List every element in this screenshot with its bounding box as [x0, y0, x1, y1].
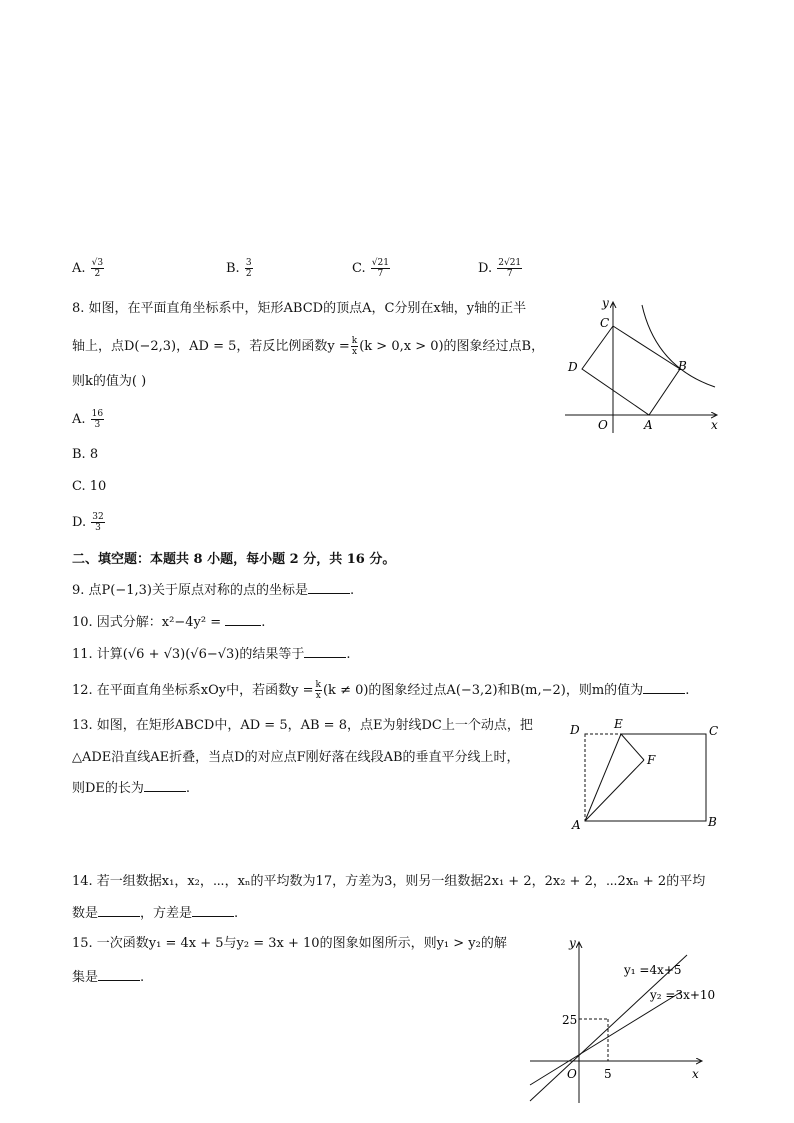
- q8-rectangle: [582, 326, 680, 415]
- q14-line2: 数是 ，方差是 .: [72, 906, 239, 921]
- q11-blank[interactable]: [304, 645, 346, 658]
- q15-label-x: x: [692, 1067, 699, 1081]
- q15-label-25: 25: [562, 1013, 578, 1027]
- q8-option-c: C. 10: [72, 479, 107, 494]
- q15-blank[interactable]: [98, 968, 140, 981]
- q10: 10. 因式分解：x²−4y² = .: [72, 615, 266, 630]
- q15-figure: [525, 935, 715, 1105]
- q15-label-y: y: [569, 936, 576, 950]
- q7-option-c: C. $\frac{√21}{7}$: [352, 258, 389, 279]
- q13-label-f: F: [647, 753, 656, 767]
- section-2-heading: 二、填空题：本题共 8 小题，每小题 2 分，共 16 分。: [72, 552, 396, 567]
- q8-label-y: y: [602, 296, 609, 310]
- q15-label-y2: y₂ =3x+10: [650, 988, 715, 1002]
- q12-blank[interactable]: [643, 681, 685, 694]
- q7-option-d: D. $\frac{2√21}{7}$: [478, 258, 522, 279]
- q14-line1: 14. 若一组数据x₁，x₂，⋯，xₙ的平均数为17，方差为3，则另一组数据2x₁ + 2，2x₂ + 2，⋯2xₙ + 2的平均: [72, 874, 706, 889]
- q8-option-d: D. $\frac{32}{3}$: [72, 512, 104, 533]
- q13-label-e: E: [614, 718, 623, 731]
- q7-option-b: B. $\frac{3}{2}$: [226, 258, 252, 279]
- q15-label-o: O: [567, 1067, 577, 1081]
- q13-fold-line: [585, 734, 621, 821]
- q13-label-b: B: [708, 815, 717, 829]
- q15-label-5: 5: [604, 1067, 612, 1081]
- q13-label-d: D: [570, 723, 580, 737]
- q8-label-x: x: [711, 418, 718, 432]
- q13-line3: 则DE的长为 .: [72, 781, 191, 796]
- q8-line3: 则k的值为( ): [72, 374, 147, 389]
- q7-option-a: A. $\frac{√3}{2}$: [72, 258, 104, 279]
- q13-figure: [565, 718, 725, 834]
- q8-label-o: O: [598, 418, 608, 432]
- q10-blank[interactable]: [225, 613, 261, 626]
- q13-line1: 13. 如图，在矩形ABCD中，AD = 5，AB = 8，点E为射线DC上一个动点，把: [72, 718, 533, 733]
- q8-hyperbola: [642, 305, 715, 387]
- q13-label-c: C: [709, 724, 719, 738]
- q9: 9. 点P(−1,3)关于原点对称的点的坐标是 .: [72, 583, 355, 598]
- q13-blank[interactable]: [144, 779, 186, 792]
- q15-label-y1: y₁ =4x+5: [624, 963, 682, 977]
- q14-blank-mean[interactable]: [98, 904, 140, 917]
- q8-option-a: A. $\frac{16}{3}$: [72, 409, 104, 430]
- q8-label-d: D: [568, 360, 578, 374]
- q12: 12. 在平面直角坐标系xOy中，若函数y = $\frac{k}{x}$ (k ≠ 0)的图象经过点A(−3,2)和B(m,−2)，则m的值为 .: [72, 680, 690, 701]
- q15-line2: 集是 .: [72, 970, 145, 985]
- q8-figure: [560, 295, 730, 435]
- q11: 11. 计算(√6 + √3)(√6−√3)的结果等于 .: [72, 647, 351, 662]
- q9-blank[interactable]: [308, 581, 350, 594]
- q14-blank-variance[interactable]: [192, 904, 234, 917]
- q13-line2: △ADE沿直线AE折叠，当点D的对应点F刚好落在线段AB的垂直平分线上时，: [72, 750, 520, 765]
- q8-line1: 8. 如图，在平面直角坐标系中，矩形ABCD的顶点A，C分别在x轴，y轴的正半: [72, 301, 527, 316]
- q8-option-b: B. 8: [72, 447, 99, 462]
- q8-label-a: A: [644, 418, 653, 432]
- q13-label-a: A: [572, 818, 581, 832]
- q8-label-b: B: [678, 359, 687, 373]
- q8-label-c: C: [600, 316, 610, 330]
- q15-line1: 15. 一次函数y₁ = 4x + 5与y₂ = 3x + 10的图象如图所示，则y₁ > y₂的解: [72, 936, 507, 951]
- q8-line2: 轴上，点D(−2,3)，AD = 5，若反比例函数y = $\frac{k}{x}$ (k > 0,x > 0)的图象经过点B，: [72, 336, 545, 357]
